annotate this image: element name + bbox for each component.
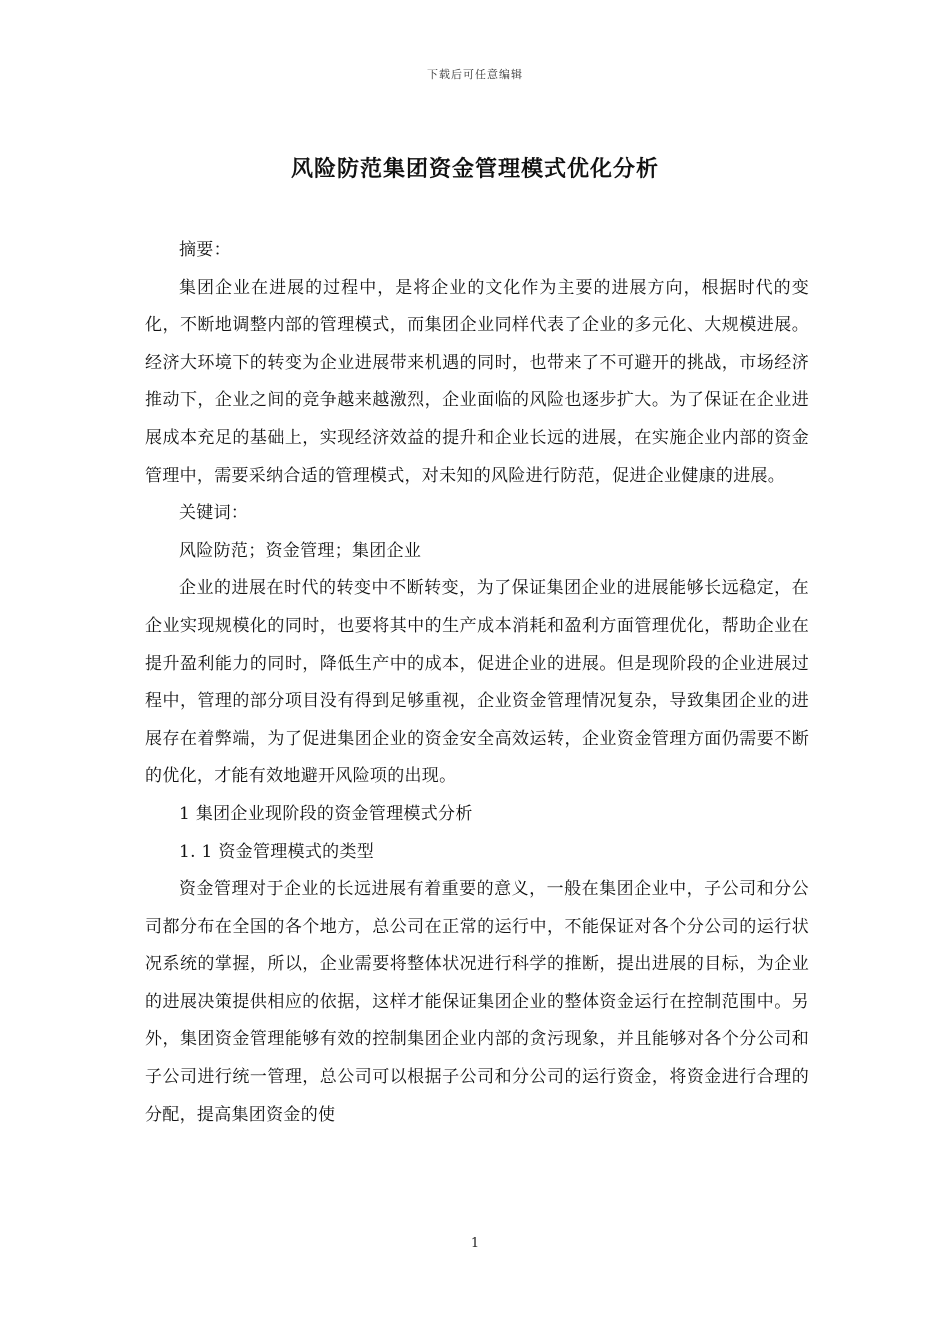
body-paragraph: 资金管理对于企业的长远进展有着重要的意义，一般在集团企业中，子公司和分公司都分布在全国的各个地方，总公司在正常的运行中，不能保证对各个分公司的运行状况系统的掌握，所以，企业需要将整体状况进行科学的推断，提出进展的目标，为企业的进展决策提供相应的依据，这样才能保证集团企业的整体资金运行在控制范围中。另外，集团资金管理能够有效的控制集团企业内部的贪污现象，并且能够对各个分公司和子公司进行统一管理，总公司可以根据子公司和分公司的运行资金，将资金进行合理的分配，提高集团资金的使 — [145, 879, 809, 1125]
subsection-heading-1-1: 1. 1 资金管理模式的类型 — [179, 841, 375, 862]
intro-paragraph: 企业的进展在时代的转变中不断转变，为了保证集团企业的进展能够长远稳定，在企业实现规模化的同时，也要将其中的生产成本消耗和盈利方面管理优化，帮助企业在提升盈利能力的同时，降低生产中的成本，促进企业的进展。但是现阶段的企业进展过程中，管理的部分项目没有得到足够重视，企业资金管理情况复杂，导致集团企业的进展存在着弊端，为了促进集团企业的资金安全高效运转，企业资金管理方面仍需要不断的优化，才能有效地避开风险项的出现。 — [145, 578, 809, 787]
keywords-paragraph: 风险防范；资金管理；集团企业 — [179, 540, 422, 561]
header-note: 下载后可任意编辑 — [427, 68, 523, 81]
page-number: 1 — [470, 1236, 480, 1251]
keywords-label: 关键词： — [179, 503, 249, 524]
section-heading-1: 1 集团企业现阶段的资金管理模式分析 — [179, 803, 473, 824]
document-title: 风险防范集团资金管理模式优化分析 — [290, 156, 659, 182]
document-body — [145, 232, 809, 1134]
abstract-paragraph: 集团企业在进展的过程中，是将企业的文化作为主要的进展方向，根据时代的变化，不断地调整内部的管理模式，而集团企业同样代表了企业的多元化、大规模进展。经济大环境下的转变为企业进展带来机遇的同时，也带来了不可避开的挑战，市场经济推动下，企业之间的竞争越来越激烈，企业面临的风险也逐步扩大。为了保证在企业进展成本充足的基础上，实现经济效益的提升和企业长远的进展，在实施企业内部的资金管理中，需要采纳合适的管理模式，对未知的风险进行防范，促进企业健康的进展。 — [145, 277, 809, 486]
abstract-label: 摘要： — [179, 240, 231, 260]
